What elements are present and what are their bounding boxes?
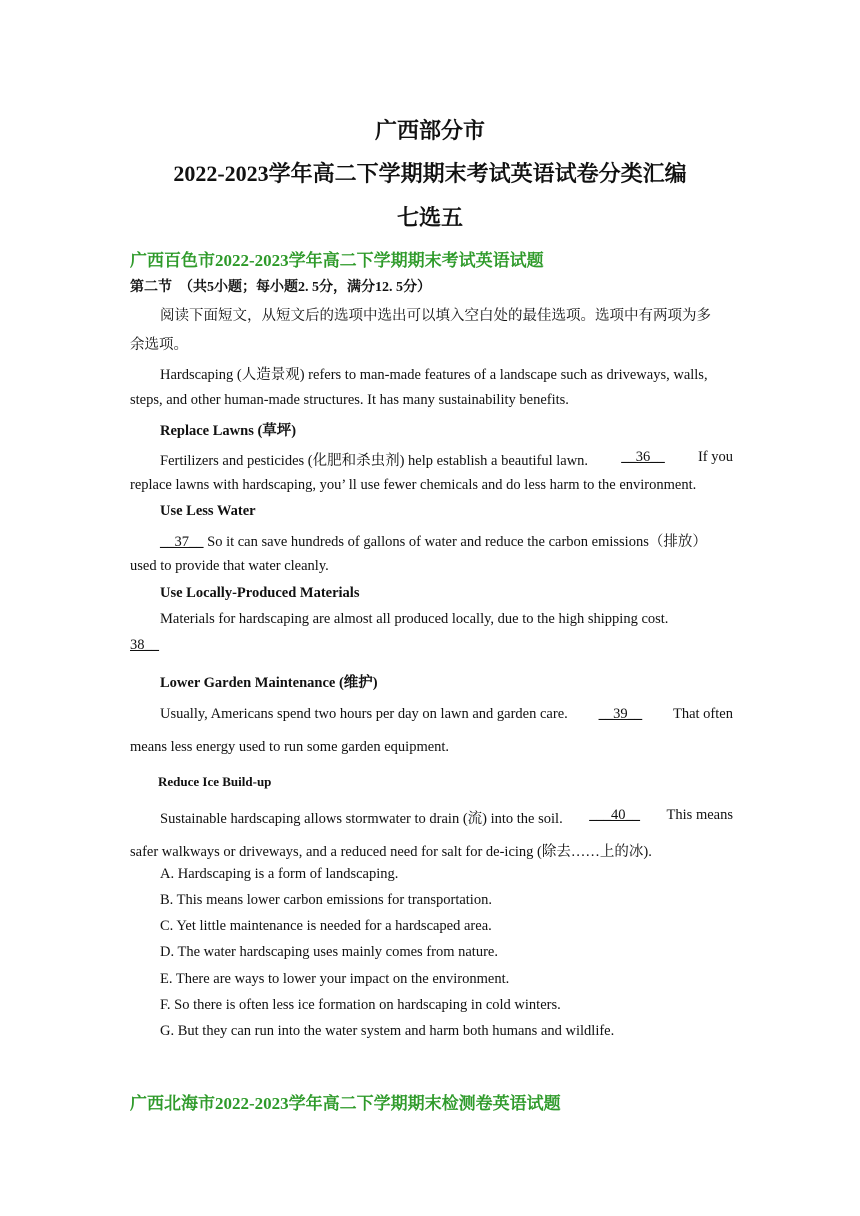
option-g: G. But they can run into the water system and harm both humans and wildlife. <box>160 1023 615 1039</box>
option-f: F. So there is often less ice formation on hardscaping in cold winters. <box>160 997 561 1013</box>
paragraph-3-line-1: Materials for hardscaping are almost all produced locally, due to the high shipping cost. <box>160 611 669 627</box>
instruction-line-1: 阅读下面短文，从短文后的选项中选出可以填入空白处的最佳选项。选项中有两项为多 <box>160 308 711 324</box>
paragraph-2-text: So it can save hundreds of gallons of water and reduce the carbon emissions（排放） <box>207 534 707 550</box>
option-c: C. Yet little maintenance is needed for a hardscaped area. <box>160 918 492 934</box>
paragraph-5-text-b: This means <box>666 807 733 823</box>
document-title-region: 广西部分市 <box>374 118 485 143</box>
blank-40: ___40__ <box>589 807 640 823</box>
blank-37: __37__ <box>160 534 204 550</box>
paragraph-5-line-2: safer walkways or driveways, and a reduced need for salt for de-icing (除去……上的冰). <box>130 844 652 860</box>
heading-garden-maintenance: Lower Garden Maintenance (维护) <box>160 675 378 691</box>
blank-39: __39__ <box>598 706 643 722</box>
paragraph-5-text-a: Sustainable hardscaping allows stormwater to drain (流) into the soil. <box>160 811 563 827</box>
paragraph-4-line-2: means less energy used to run some garden equipment. <box>130 739 450 755</box>
paragraph-2-line-1 <box>160 530 733 551</box>
paragraph-1-line-2: replace lawns with hardscaping, you’ ll use fewer chemicals and do less harm to the environment. <box>130 477 697 493</box>
paragraph-4-line-1 <box>160 706 733 723</box>
option-d: D. The water hardscaping uses mainly comes from nature. <box>160 944 498 960</box>
heading-locally-produced: Use Locally-Produced Materials <box>160 585 360 601</box>
section-source-beihai: 广西北海市2022-2023学年高二下学期期末检测卷英语试题 <box>130 1094 561 1113</box>
paragraph-1-line-1 <box>160 449 733 470</box>
paragraph-1-text-a: Fertilizers and pesticides (化肥和杀虫剂) help establish a beautiful lawn. <box>160 453 589 469</box>
paragraph-4-text-a: Usually, Americans spend two hours per day on lawn and garden care. <box>160 706 568 722</box>
option-b: B. This means lower carbon emissions for transportation. <box>160 892 492 908</box>
document-title-main: 2022-2023学年高二下学期期末考试英语试卷分类汇编 <box>173 161 687 186</box>
intro-line-1: Hardscaping (人造景观) refers to man-made features of a landscape such as driveways, walls, <box>160 367 708 383</box>
paragraph-4-text-b: That often <box>672 706 733 722</box>
paragraph-2-line-2: used to provide that water cleanly. <box>130 558 329 574</box>
paragraph-1-text-b: If you <box>697 449 733 465</box>
part-label: 第二节 （共5小题；每小题2. 5分，满分12. 5分） <box>130 280 431 295</box>
intro-line-2: steps, and other human-made structures. It has many sustainability benefits. <box>130 392 569 408</box>
section-source-baise: 广西百色市2022-2023学年高二下学期期末考试英语试题 <box>130 251 544 270</box>
instruction-line-2: 余选项。 <box>130 337 188 353</box>
blank-38: 38__ <box>130 637 159 653</box>
heading-use-less-water: Use Less Water <box>160 503 256 519</box>
blank-36: __36__ <box>621 449 665 465</box>
paragraph-5-line-1 <box>160 807 733 828</box>
option-e: E. There are ways to lower your impact on the environment. <box>160 971 510 987</box>
document-title-topic: 七选五 <box>396 205 463 230</box>
option-a: A. Hardscaping is a form of landscaping. <box>160 866 399 882</box>
heading-reduce-ice: Reduce Ice Build-up <box>158 774 272 789</box>
heading-replace-lawns: Replace Lawns (草坪) <box>160 423 297 439</box>
